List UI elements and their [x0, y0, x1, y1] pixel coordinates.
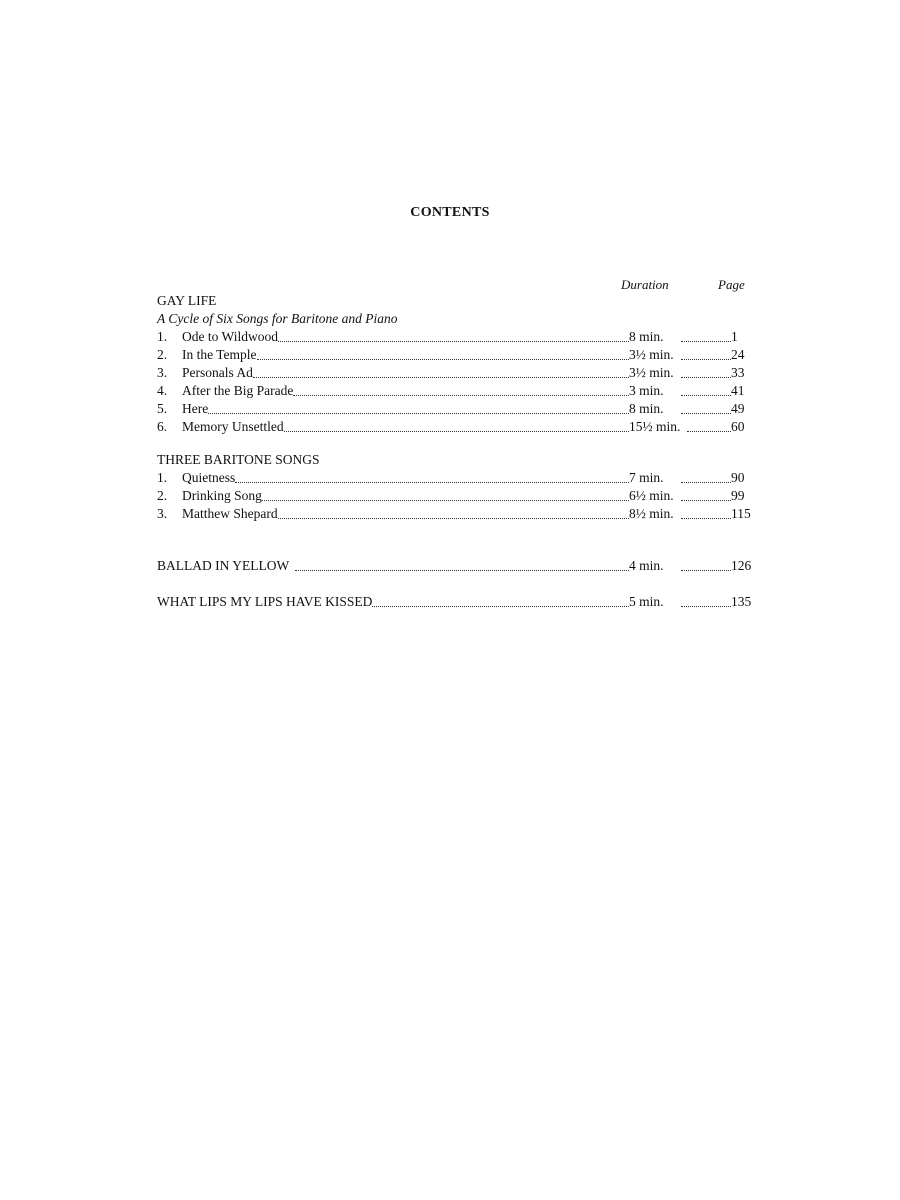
- section-title: GAY LIFE: [157, 293, 217, 308]
- section-three-baritone-songs: [157, 451, 755, 523]
- entry-number: 2.: [157, 488, 168, 503]
- entry-duration: 8½ min.: [629, 506, 674, 521]
- dot-leader: [681, 481, 731, 483]
- entry-duration: 15½ min.: [629, 419, 681, 434]
- standalone-entry-ballad: [157, 557, 755, 575]
- dot-leader: [253, 376, 629, 378]
- entry-page: 126: [731, 558, 752, 573]
- entry-page: 41: [731, 383, 745, 398]
- entry-title: Matthew Shepard: [182, 506, 278, 521]
- entry-page: 60: [731, 419, 745, 434]
- entry-number: 3.: [157, 365, 168, 380]
- entry-page: 49: [731, 401, 745, 416]
- entry-title: Drinking Song: [182, 488, 262, 503]
- dot-leader: [235, 481, 629, 483]
- entry-duration: 7 min.: [629, 470, 664, 485]
- toc-entry[interactable]: [157, 328, 755, 346]
- entry-number: 1.: [157, 470, 168, 485]
- entry-page: 135: [731, 594, 752, 609]
- entry-page: 99: [731, 488, 745, 503]
- entry-page: 115: [731, 506, 751, 521]
- entry-duration: 4 min.: [629, 558, 664, 573]
- section-title: THREE BARITONE SONGS: [157, 452, 320, 467]
- dot-leader: [681, 340, 731, 342]
- dot-leader: [208, 412, 629, 414]
- dot-leader: [681, 499, 731, 501]
- dot-leader: [681, 569, 731, 571]
- dot-leader: [681, 412, 731, 414]
- entry-number: 1.: [157, 329, 168, 344]
- entry-title: WHAT LIPS MY LIPS HAVE KISSED: [157, 594, 373, 609]
- dot-leader: [295, 569, 629, 571]
- dot-leader: [372, 605, 629, 607]
- entry-title: Memory Unsettled: [182, 419, 284, 434]
- toc-entry[interactable]: [157, 400, 755, 418]
- toc-entry[interactable]: [157, 469, 755, 487]
- dot-leader: [681, 605, 731, 607]
- dot-leader: [278, 340, 629, 342]
- toc-entry[interactable]: [157, 557, 755, 575]
- entry-number: 4.: [157, 383, 168, 398]
- entry-page: 24: [731, 347, 745, 362]
- entry-title: Personals Ad: [182, 365, 253, 380]
- entry-title: Here: [182, 401, 209, 416]
- entry-duration: 8 min.: [629, 401, 664, 416]
- page-column-header: Page: [718, 277, 745, 292]
- dot-leader: [284, 430, 629, 432]
- toc-entry[interactable]: [157, 593, 755, 611]
- entry-duration: 5 min.: [629, 594, 664, 609]
- dot-leader: [687, 430, 731, 432]
- entry-title: BALLAD IN YELLOW: [157, 558, 290, 573]
- entry-title: In the Temple: [182, 347, 257, 362]
- dot-leader: [278, 517, 629, 519]
- toc-entry[interactable]: [157, 487, 755, 505]
- entry-number: 3.: [157, 506, 168, 521]
- dot-leader: [257, 358, 629, 360]
- entry-duration: 6½ min.: [629, 488, 674, 503]
- entry-page: 90: [731, 470, 745, 485]
- toc-entry[interactable]: [157, 364, 755, 382]
- page-title: CONTENTS: [410, 205, 490, 220]
- section-gay-life: [157, 292, 755, 436]
- entry-title: After the Big Parade: [182, 383, 294, 398]
- standalone-entry-what-lips: [157, 593, 755, 611]
- entry-duration: 3 min.: [629, 383, 664, 398]
- entry-page: 1: [731, 329, 738, 344]
- entry-number: 5.: [157, 401, 168, 416]
- entry-title: Quietness: [182, 470, 236, 485]
- entry-number: 2.: [157, 347, 168, 362]
- toc-entry[interactable]: [157, 505, 755, 523]
- section-subtitle: A Cycle of Six Songs for Baritone and Piano: [157, 311, 398, 326]
- dot-leader: [262, 499, 629, 501]
- dot-leader: [681, 358, 731, 360]
- entry-page: 33: [731, 365, 745, 380]
- dot-leader: [681, 394, 731, 396]
- dot-leader: [681, 517, 731, 519]
- duration-column-header: Duration: [621, 277, 669, 292]
- entry-title: Ode to Wildwood: [182, 329, 278, 344]
- entry-duration: 3½ min.: [629, 365, 674, 380]
- entry-duration: 8 min.: [629, 329, 664, 344]
- dot-leader: [681, 376, 731, 378]
- toc-entry[interactable]: [157, 346, 755, 364]
- entry-number: 6.: [157, 419, 168, 434]
- toc-entry[interactable]: [157, 418, 755, 436]
- dot-leader: [293, 394, 629, 396]
- entry-duration: 3½ min.: [629, 347, 674, 362]
- toc-entry[interactable]: [157, 382, 755, 400]
